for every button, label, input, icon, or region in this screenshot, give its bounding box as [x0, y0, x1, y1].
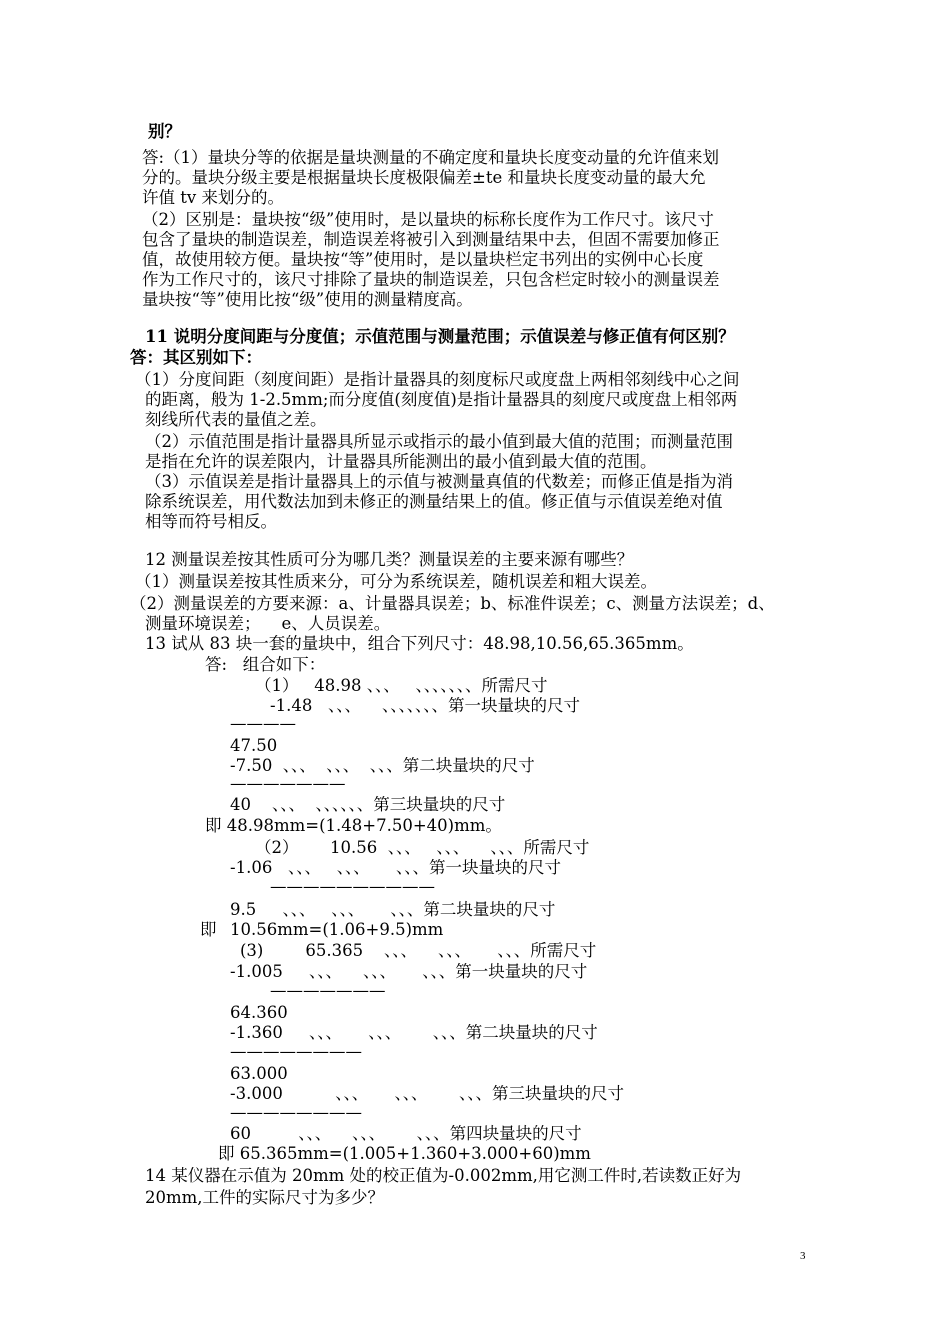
text-line: 包含了量块的制造误差，制造误差将被引入到测量结果中去，但固不需要加修正 — [142, 230, 720, 249]
calc-line: 63.000 — [230, 1064, 288, 1083]
calc-rule: ——————— — [270, 981, 386, 1000]
question-heading: 13 试从 83 块一套的量块中，组合下列尺寸：48.98,10.56,65.365mm。 — [145, 634, 694, 653]
calc-result-prefix: 即 — [200, 920, 217, 939]
text-line: 20mm,工件的实际尺寸为多少？ — [145, 1188, 385, 1207]
question-heading: 12 测量误差按其性质可分为哪几类？测量误差的主要来源有哪些？ — [145, 550, 634, 569]
calc-rule: ———————— — [230, 1042, 362, 1061]
calc-line: -1.360 、、、 、、、 、、、第二块量块的尺寸 — [230, 1023, 598, 1042]
text-line: 别？ — [148, 122, 181, 141]
calc-result: 即 48.98mm=(1.48+7.50+40)mm。 — [205, 816, 502, 835]
calc-line: 47.50 — [230, 736, 278, 755]
text-line: 刻线所代表的量值之差。 — [145, 410, 327, 429]
calc-rule: —————————— — [270, 877, 435, 896]
text-line: （2）测量误差的方要来源：a、计量器具误差；b、标准件误差；c、测量方法误差；d、 — [130, 594, 775, 613]
calc-rule: ——————— — [230, 774, 346, 793]
calc-line: 60 、、、 、、、 、、、第四块量块的尺寸 — [230, 1124, 582, 1143]
text-line: 是指在允许的误差限内，计量器具所能测出的最小值到最大值的范围。 — [145, 452, 657, 471]
calc-line: -3.000 、、、 、、、 、、、第三块量块的尺寸 — [230, 1084, 624, 1103]
page-number: 3 — [800, 1250, 806, 1262]
text-line: （2）示值范围是指计量器具所显示或指示的最小值到最大值的范围；而测量范围 — [145, 432, 733, 451]
calc-result: 10.56mm=(1.06+9.5)mm — [230, 920, 444, 939]
calc-rule: ———————— — [230, 1103, 362, 1122]
text-line: 值，故使用较方便。量块按“等”使用时，是以量块栏定书列出的实例中心长度 — [142, 250, 704, 269]
text-line: 的距离，般为 1-2.5mm;而分度值(刻度值)是指计量器具的刻度尺或度盘上相邻两 — [145, 390, 738, 409]
calc-line: -1.06 、、、 、、、 、、、第一块量块的尺寸 — [230, 858, 562, 877]
text-line: （3）示值误差是指计量器具上的示值与被测量真值的代数差；而修正值是指为消 — [145, 472, 733, 491]
text-line: 答: 组合如下： — [205, 655, 326, 674]
question-heading: 14 某仪器在示值为 20mm 处的校正值为-0.002mm,用它测工件时,若读数正好为 — [145, 1166, 742, 1185]
text-line: 分的。量块分级主要是根据量块长度极限偏差±te 和量块长度变动量的最大允 — [142, 168, 706, 187]
calc-line: (3) 65.365 、、、 、、、 、、、所需尺寸 — [240, 941, 597, 960]
calc-rule: ———— — [230, 714, 296, 733]
calc-line: 64.360 — [230, 1003, 288, 1022]
calc-line: （2） 10.56 、、、 、、、 、、、所需尺寸 — [255, 838, 590, 857]
question-heading: 11 说明分度间距与分度值；示值范围与测量范围；示值误差与修正值有何区别？ — [145, 327, 735, 346]
text-line: 作为工作尺寸的，该尺寸排除了量块的制造误差，只包含栏定时较小的测量误差 — [142, 270, 720, 289]
text-line: 除系统误差，用代数法加到未修正的测量结果上的值。修正值与示值误差绝对值 — [145, 492, 723, 511]
calc-line: -1.005 、、、 、、、 、、、第一块量块的尺寸 — [230, 962, 588, 981]
calc-line: -7.50 、、、 、、、 、、、第二块量块的尺寸 — [230, 756, 535, 775]
text-line: 测量环境误差； e、人员误差。 — [145, 614, 391, 633]
text-line: 许值 tv 来划分的。 — [142, 188, 284, 207]
text-line: 相等而符号相反。 — [145, 512, 277, 531]
text-line: 答:（1）量块分等的依据是量块测量的不确定度和量块长度变动量的允许值来划 — [142, 148, 720, 167]
text-line: （1）分度间距（刻度间距）是指计量器具的刻度标尺或度盘上两相邻刻线中心之间 — [135, 370, 740, 389]
text-line: 量块按“等”使用比按“级”使用的测量精度高。 — [142, 290, 473, 309]
calc-line: 9.5 、、、 、、、 、、、第二块量块的尺寸 — [230, 900, 556, 919]
calc-line: （1） 48.98 、、、 、、、、、、、所需尺寸 — [255, 676, 548, 695]
calc-line: -1.48 、、、 、、、、、、、第一块量块的尺寸 — [270, 696, 581, 715]
calc-line: 40 、、、 、、、、、、第三块量块的尺寸 — [230, 795, 506, 814]
text-line: （1）测量误差按其性质来分，可分为系统误差，随机误差和粗大误差。 — [135, 572, 657, 591]
calc-result: 即 65.365mm=(1.005+1.360+3.000+60)mm — [218, 1144, 591, 1163]
answer-heading: 答：其区别如下： — [130, 348, 262, 367]
text-line: （2）区别是：量块按“级”使用时，是以量块的标称长度作为工作尺寸。该尺寸 — [142, 210, 714, 229]
